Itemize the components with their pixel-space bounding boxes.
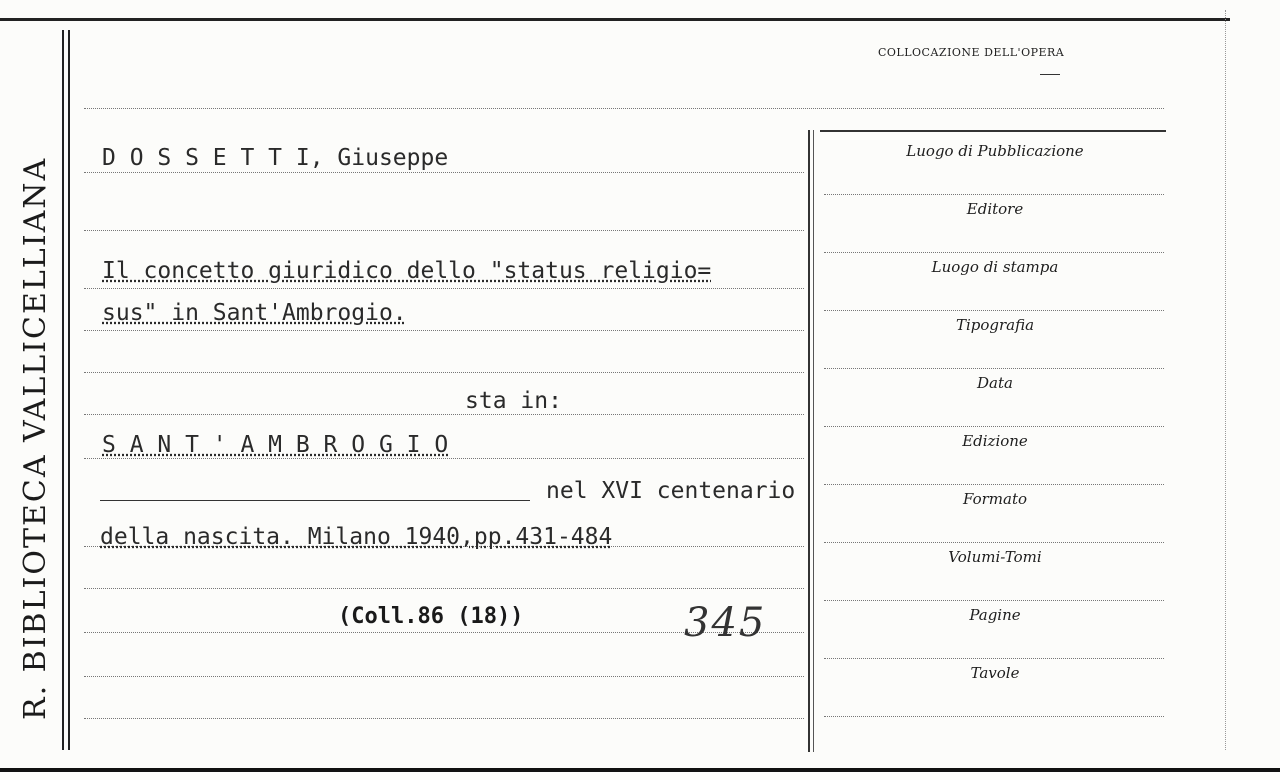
panel-line — [824, 426, 1164, 427]
panel-line — [824, 716, 1164, 717]
ruled-line — [84, 588, 804, 589]
handwritten-number: 345 — [684, 600, 767, 646]
title-line-2: sus" in Sant'Ambrogio. — [102, 300, 407, 326]
ruled-line — [84, 414, 804, 415]
ruled-line — [84, 230, 804, 231]
collocation-number: (Coll.86 (18)) — [338, 604, 524, 629]
ruled-line — [84, 718, 804, 719]
ruled-line — [84, 330, 804, 331]
panel-line — [824, 600, 1164, 601]
host-line-2: nel XVI centenario — [546, 478, 796, 504]
library-name: R. BIBLIOTECA VALLICELLIANA — [18, 156, 53, 720]
panel-line — [824, 252, 1164, 253]
panel-line — [824, 310, 1164, 311]
panel-line — [824, 194, 1164, 195]
field-luogo-pubblicazione: Luogo di Pubblicazione — [906, 142, 1084, 160]
author-name: D O S S E T T I, Giuseppe — [102, 145, 449, 171]
field-data: Data — [977, 374, 1013, 392]
host-line-3: della nascita. Milano 1940,pp.431-484 — [100, 524, 613, 550]
field-volumi-tomi: Volumi-Tomi — [948, 548, 1042, 566]
sta-in-label: sta in: — [465, 388, 562, 414]
panel-line — [824, 542, 1164, 543]
ruled-line — [84, 372, 804, 373]
field-tavole: Tavole — [970, 664, 1020, 682]
top-border — [0, 18, 1230, 21]
left-double-rule — [62, 30, 70, 750]
field-formato: Formato — [962, 490, 1027, 508]
panel-line — [824, 658, 1164, 659]
host-title: S A N T ' A M B R O G I O — [102, 432, 449, 458]
collocazione-dash — [1040, 74, 1060, 75]
ruled-line — [84, 458, 804, 459]
field-tipografia: Tipografia — [955, 316, 1035, 334]
field-edizione: Edizione — [962, 432, 1028, 450]
right-edge — [1225, 10, 1226, 750]
field-luogo-stampa: Luogo di stampa — [931, 258, 1059, 276]
collocazione-header: COLLOCAZIONE DELL'OPERA — [878, 46, 1065, 59]
host-title-rule — [100, 500, 530, 501]
ruled-line — [84, 172, 804, 173]
panel-top-rule — [820, 130, 1166, 132]
ruled-line — [84, 108, 1164, 109]
ruled-line — [84, 288, 804, 289]
ruled-line — [84, 676, 804, 677]
title-line-1: Il concetto giuridico dello "status religio= — [102, 258, 712, 284]
bottom-border — [0, 768, 1280, 772]
panel-line — [824, 484, 1164, 485]
field-pagine: Pagine — [969, 606, 1021, 624]
field-editore: Editore — [966, 200, 1024, 218]
panel-divider — [808, 130, 814, 752]
panel-line — [824, 368, 1164, 369]
